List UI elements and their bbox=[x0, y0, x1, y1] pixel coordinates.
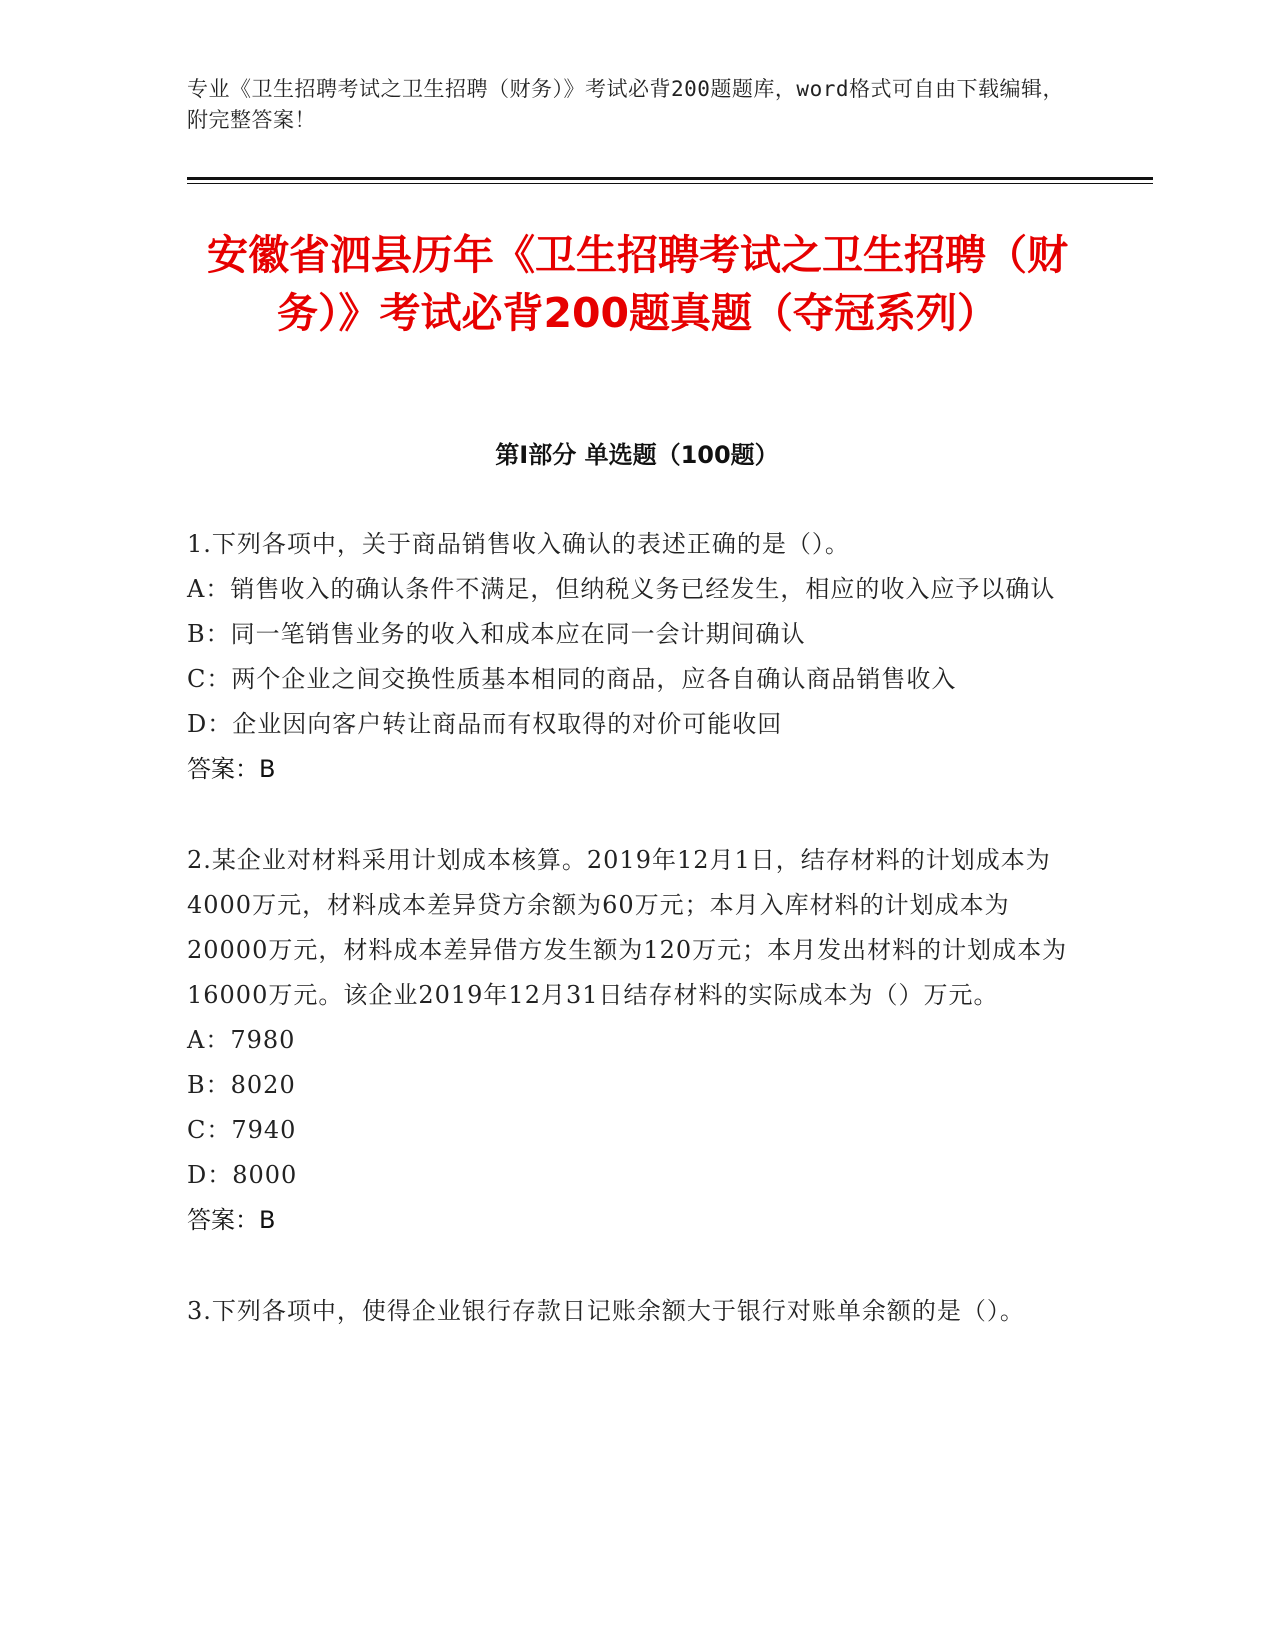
option-d: D：企业因向客户转让商品而有权取得的对价可能收回 bbox=[187, 710, 783, 738]
answer: 答案：B bbox=[187, 1206, 276, 1234]
answer: 答案：B bbox=[187, 755, 276, 783]
header-rule-thick bbox=[187, 177, 1153, 180]
option-b: B：同一笔销售业务的收入和成本应在同一会计期间确认 bbox=[187, 620, 806, 648]
question-list bbox=[187, 522, 1087, 1380]
question-text: 1.下列各项中，关于商品销售收入确认的表述正确的是（）。 bbox=[187, 530, 850, 558]
question-text: 2.某企业对材料采用计划成本核算。2019年12月1日，结存材料的计划成本为4000万元，材料成本差异贷方余额为60万元；本月入库材料的计划成本为20000万元，材料成本差异借方发生额为120万元；本月发出材料的计划成本为16000万元。该企业2019年12月31日结存材料的实际成本为（）万元。 bbox=[187, 846, 1068, 1009]
document-title: 安徽省泗县历年《卫生招聘考试之卫生招聘（财务）》考试必背200题真题（夺冠系列） bbox=[207, 231, 1068, 337]
question-1 bbox=[187, 522, 1087, 792]
header-note: 专业《卫生招聘考试之卫生招聘（财务）》考试必背200题题库，word格式可自由下载编辑，附完整答案！ bbox=[187, 77, 1064, 132]
header-rule-thin bbox=[187, 183, 1153, 184]
option-a: A：销售收入的确认条件不满足，但纳税义务已经发生，相应的收入应予以确认 bbox=[187, 575, 1056, 603]
question-2 bbox=[187, 838, 1087, 1243]
option-b: B：8020 bbox=[187, 1071, 296, 1099]
question-text: 3.下列各项中，使得企业银行存款日记账余额大于银行对账单余额的是（）。 bbox=[187, 1297, 1025, 1325]
option-d: D：8000 bbox=[187, 1161, 298, 1189]
option-a: A：7980 bbox=[187, 1026, 296, 1054]
question-3 bbox=[187, 1289, 1087, 1334]
section-heading: 第I部分 单选题（100题） bbox=[495, 441, 779, 469]
option-c: C：两个企业之间交换性质基本相同的商品，应各自确认商品销售收入 bbox=[187, 665, 957, 693]
option-c: C：7940 bbox=[187, 1116, 297, 1144]
